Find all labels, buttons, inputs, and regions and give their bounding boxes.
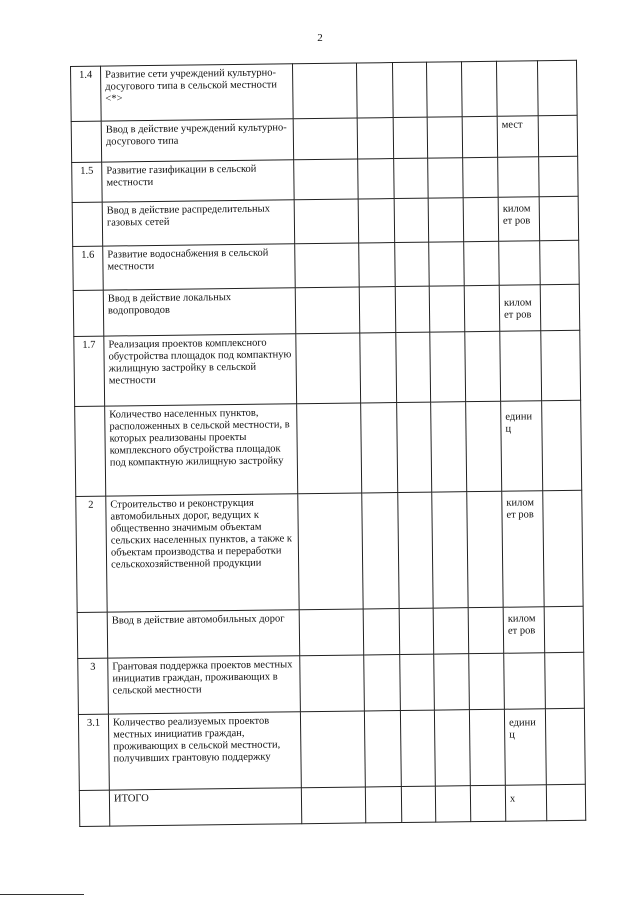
empty-cell	[300, 655, 365, 712]
row-number: 1.6	[73, 246, 104, 290]
empty-cell	[297, 403, 362, 494]
empty-cell	[543, 490, 583, 606]
empty-cell	[299, 609, 364, 656]
empty-cell	[539, 156, 578, 196]
empty-cell	[464, 285, 500, 331]
row-unit	[496, 61, 538, 116]
empty-cell	[466, 401, 502, 491]
empty-cell	[364, 655, 401, 711]
row-number: 1.4	[71, 66, 102, 121]
empty-cell	[361, 403, 398, 493]
empty-cell	[432, 492, 468, 608]
empty-cell	[469, 709, 505, 785]
row-unit: мест	[497, 116, 538, 157]
row-unit: километ ров	[499, 285, 541, 331]
empty-cell	[470, 785, 505, 821]
empty-cell	[400, 710, 435, 786]
table-row	[79, 784, 585, 826]
table-row	[78, 708, 585, 790]
table-row	[73, 240, 579, 290]
empty-cell	[544, 606, 584, 652]
empty-cell	[293, 118, 357, 160]
page-number: 2	[317, 32, 323, 44]
table-row	[77, 606, 584, 658]
row-number: 2	[76, 496, 107, 612]
indicators-table	[70, 60, 586, 827]
empty-cell	[426, 62, 462, 117]
empty-cell	[365, 787, 401, 823]
row-name: Развитие газификации в сельской местности	[102, 160, 294, 202]
empty-cell	[295, 243, 360, 288]
empty-cell	[356, 63, 393, 118]
empty-cell	[541, 330, 581, 400]
empty-cell	[294, 159, 358, 200]
empty-cell	[540, 284, 580, 330]
empty-cell	[363, 609, 400, 655]
empty-cell	[397, 402, 432, 492]
empty-cell	[542, 400, 582, 490]
table-row	[76, 490, 583, 612]
row-name: Развитие водоснабжения в сельской местности	[103, 244, 296, 290]
empty-cell	[463, 197, 499, 241]
row-number: 3	[78, 658, 109, 714]
row-unit: километ ров	[502, 491, 544, 607]
empty-cell	[301, 787, 365, 824]
row-number	[73, 290, 104, 336]
empty-cell	[401, 786, 435, 822]
table-row	[73, 284, 580, 336]
row-unit: километ ров	[498, 197, 540, 241]
table-row	[78, 652, 585, 714]
empty-cell	[464, 241, 500, 285]
row-name: Ввод в действие локальных водопроводов	[103, 288, 296, 336]
empty-cell	[468, 607, 504, 653]
row-unit	[504, 653, 546, 709]
empty-cell	[538, 115, 577, 156]
empty-cell	[399, 608, 434, 654]
empty-cell	[394, 158, 428, 198]
row-number	[79, 790, 109, 826]
row-name: Грантовая поддержка проектов местных инициатив граждан, проживающих в сельской местности	[108, 656, 301, 714]
empty-cell	[359, 287, 396, 333]
empty-cell	[358, 199, 395, 243]
empty-cell	[394, 198, 429, 242]
empty-cell	[431, 402, 467, 492]
empty-cell	[364, 711, 401, 787]
empty-cell	[465, 331, 501, 401]
row-name: Развитие сети учреждений культурно-досугового типа в сельской местности <*>	[101, 64, 294, 121]
empty-cell	[392, 62, 427, 117]
row-name: Количество реализуемых проектов местных инициатив граждан, проживающих в сельской местности, получивших грантовую поддержку	[108, 712, 301, 790]
table-row	[71, 60, 578, 121]
table-row	[74, 330, 581, 406]
empty-cell	[545, 708, 585, 784]
footnote-separator-line	[0, 894, 84, 895]
empty-cell	[537, 60, 577, 115]
row-name: ИТОГО	[109, 788, 301, 826]
row-name: Количество населенных пунктов, расположенных в сельской местности, в которых реализованы проекты комплексного обустройства площадок под компактную жилищную застройку	[105, 404, 298, 496]
empty-cell	[298, 493, 363, 610]
empty-cell	[359, 243, 396, 287]
empty-cell	[396, 332, 431, 402]
empty-cell	[292, 63, 357, 119]
table-row	[72, 196, 578, 246]
empty-cell	[357, 118, 393, 159]
row-number	[75, 406, 106, 496]
row-number: 3.1	[78, 714, 109, 790]
table-row	[71, 115, 577, 162]
empty-cell	[434, 654, 470, 710]
empty-cell	[433, 608, 469, 654]
empty-cell	[427, 117, 462, 158]
empty-cell	[428, 158, 463, 198]
empty-cell	[435, 786, 470, 822]
row-number: 1.5	[72, 162, 102, 202]
empty-cell	[430, 332, 466, 402]
table-row	[75, 400, 582, 496]
row-number	[77, 612, 108, 658]
empty-cell	[295, 287, 360, 334]
row-unit	[498, 157, 539, 197]
row-name: Ввод в действие автомобильных дорог	[107, 610, 300, 658]
row-number	[71, 121, 101, 162]
empty-cell	[360, 333, 397, 403]
row-name: Ввод в действие распределительных газовых сетей	[102, 200, 295, 246]
empty-cell	[400, 654, 435, 710]
empty-cell	[461, 61, 497, 116]
empty-cell	[434, 710, 470, 786]
row-unit: километ ров	[503, 607, 545, 653]
row-name: Реализация проектов комплексного обустройства площадок под компактную жилищную застройку в сельской местности	[104, 334, 297, 406]
row-unit	[499, 241, 541, 285]
empty-cell	[545, 652, 585, 708]
empty-cell	[296, 333, 361, 404]
row-unit	[500, 331, 542, 401]
empty-cell	[546, 784, 585, 820]
empty-cell	[429, 242, 465, 286]
empty-cell	[395, 286, 430, 332]
row-name: Ввод в действие учреждений культурно-досугового типа	[101, 119, 293, 162]
empty-cell	[467, 491, 503, 607]
empty-cell	[395, 242, 430, 286]
table-row	[72, 156, 578, 202]
row-number	[72, 202, 103, 246]
empty-cell	[398, 492, 433, 608]
empty-cell	[362, 493, 399, 609]
empty-cell	[540, 240, 580, 284]
row-unit: единиц	[501, 401, 543, 491]
empty-cell	[428, 198, 464, 242]
empty-cell	[462, 116, 497, 157]
empty-cell	[463, 157, 498, 197]
empty-cell	[539, 196, 579, 240]
row-unit: х	[505, 785, 546, 821]
empty-cell	[429, 286, 465, 332]
empty-cell	[393, 117, 427, 158]
empty-cell	[358, 159, 394, 199]
row-number: 1.7	[74, 336, 105, 406]
empty-cell	[469, 653, 505, 709]
empty-cell	[300, 711, 365, 788]
row-unit: единиц	[504, 709, 546, 785]
row-name: Строительство и реконструкция автомобильных дорог, ведущих к общественно значимым объектам сельских населенных пунктов, а также к объектам производства и переработки сельскохозяйственной продукции	[106, 494, 299, 612]
empty-cell	[294, 199, 359, 244]
